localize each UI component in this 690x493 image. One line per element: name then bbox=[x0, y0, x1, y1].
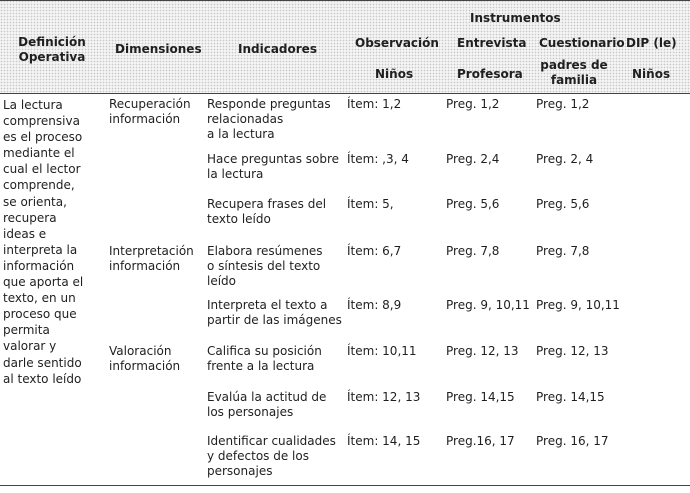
indicador-line: Evalúa la actitud de bbox=[207, 390, 327, 404]
cuestionario-cell: Preg. 7,8 bbox=[536, 244, 590, 258]
indicador-line: Elabora resúmenes bbox=[207, 244, 323, 258]
observacion-subheader: Niños bbox=[375, 67, 414, 81]
indicador-cell bbox=[207, 298, 342, 328]
observacion-cell: Ítem: 6,7 bbox=[347, 244, 402, 258]
cuestionario-subheader bbox=[537, 58, 611, 88]
indicador-line: o síntesis del texto bbox=[207, 259, 321, 273]
entrevista-cell: Preg. 1,2 bbox=[446, 97, 500, 111]
observacion-cell: Ítem: 8,9 bbox=[347, 298, 402, 312]
definicion-line: se orienta, bbox=[3, 194, 67, 209]
dimension-line: información bbox=[109, 259, 181, 273]
definicion-cell bbox=[3, 97, 83, 387]
definicion-line: La lectura bbox=[3, 98, 63, 112]
definicion-header-line: Operativa bbox=[18, 50, 86, 64]
observacion-header: Observación bbox=[355, 36, 439, 50]
definicion-line: es el proceso bbox=[3, 130, 83, 145]
dimension-recuperacion bbox=[109, 97, 191, 127]
dip-header: DIP (le) bbox=[626, 36, 677, 50]
entrevista-cell: Preg. 9, 10,11 bbox=[446, 298, 530, 312]
cuestionario-cell: Preg. 9, 10,11 bbox=[536, 298, 620, 312]
definicion-line: que aporta el bbox=[3, 275, 84, 290]
definicion-line: comprende, bbox=[3, 178, 75, 193]
observacion-cell: Ítem: 5, bbox=[347, 197, 394, 211]
indicador-cell bbox=[207, 244, 323, 289]
dimension-line: Valoración bbox=[109, 344, 172, 358]
indicador-line: texto leído bbox=[207, 212, 271, 226]
definicion-line: permita bbox=[3, 323, 50, 338]
definicion-line: texto, en un bbox=[3, 291, 76, 306]
indicador-line: personajes bbox=[207, 464, 273, 478]
indicador-line: los personajes bbox=[207, 405, 294, 419]
definicion-line: valorar y bbox=[3, 339, 57, 354]
entrevista-cell: Preg. 14,15 bbox=[446, 390, 515, 404]
indicador-cell bbox=[207, 390, 326, 420]
dimension-line: información bbox=[109, 359, 181, 373]
indicador-line: Hace preguntas sobre bbox=[207, 152, 340, 166]
indicadores-header: Indicadores bbox=[238, 42, 317, 56]
cuestionario-cell: Preg. 16, 17 bbox=[536, 434, 609, 448]
entrevista-cell: Preg. 12, 13 bbox=[446, 344, 519, 358]
indicador-line: Responde preguntas bbox=[207, 97, 331, 111]
definicion-header-line: Definición bbox=[18, 35, 86, 49]
observacion-cell: Ítem: ,3, 4 bbox=[347, 152, 409, 166]
indicador-line: partir de las imágenes bbox=[207, 313, 342, 327]
observacion-cell: Ítem: 1,2 bbox=[347, 97, 402, 111]
definicion-line: interpreta la bbox=[3, 242, 78, 257]
cuestionario-cell: Preg. 5,6 bbox=[536, 197, 590, 211]
cuestionario-subheader-line: padres de bbox=[540, 58, 608, 72]
indicador-line: y defectos de los bbox=[207, 449, 309, 463]
definicion-line: proceso que bbox=[3, 307, 77, 322]
dimension-interpretacion bbox=[109, 244, 194, 274]
indicador-cell bbox=[207, 434, 336, 479]
indicador-line: relacionadas bbox=[207, 112, 284, 126]
cuestionario-cell: Preg. 14,15 bbox=[536, 390, 605, 404]
cuestionario-subheader-line: familia bbox=[550, 73, 598, 87]
cuestionario-cell: Preg. 2, 4 bbox=[536, 152, 594, 166]
definicion-line: cual el lector bbox=[3, 162, 81, 177]
definicion-line: ideas e bbox=[3, 226, 47, 241]
definicion-line: mediante el bbox=[3, 146, 75, 161]
indicador-line: Identificar cualidades bbox=[207, 434, 336, 448]
observacion-cell: Ítem: 12, 13 bbox=[347, 390, 421, 404]
entrevista-subheader: Profesora bbox=[457, 67, 523, 81]
dip-subheader: Niños bbox=[632, 67, 671, 81]
entrevista-cell: Preg. 2,4 bbox=[446, 152, 500, 166]
indicador-line: la lectura bbox=[207, 167, 264, 181]
definicion-line: darle sentido bbox=[3, 355, 82, 370]
indicador-line: leído bbox=[207, 274, 237, 288]
dimension-line: Recuperación bbox=[109, 97, 191, 111]
definicion-header bbox=[6, 35, 98, 65]
instrumentos-group-header: Instrumentos bbox=[470, 11, 561, 25]
dimension-valoracion bbox=[109, 344, 180, 374]
observacion-cell: Ítem: 14, 15 bbox=[347, 434, 421, 448]
dimensiones-header: Dimensiones bbox=[115, 42, 202, 56]
indicador-line: Recupera frases del bbox=[207, 197, 327, 211]
top-rule bbox=[0, 0, 690, 1]
cuestionario-header: Cuestionario bbox=[539, 36, 625, 50]
entrevista-header: Entrevista bbox=[457, 36, 527, 50]
bottom-rule bbox=[0, 485, 690, 486]
definicion-line: comprensiva bbox=[3, 114, 80, 129]
cuestionario-cell: Preg. 12, 13 bbox=[536, 344, 609, 358]
definicion-line: información bbox=[3, 258, 75, 273]
indicador-cell bbox=[207, 152, 339, 182]
dimension-line: Interpretación bbox=[109, 244, 194, 258]
indicador-cell bbox=[207, 197, 326, 227]
indicador-line: Califica su posición bbox=[207, 344, 322, 358]
indicador-line: a la lectura bbox=[207, 127, 275, 141]
definicion-line: al texto leído bbox=[3, 371, 82, 386]
dimension-line: información bbox=[109, 112, 181, 126]
observacion-cell: Ítem: 10,11 bbox=[347, 344, 417, 358]
indicador-cell bbox=[207, 344, 322, 374]
indicador-line: Interpreta el texto a bbox=[207, 298, 328, 312]
header-rule bbox=[0, 93, 690, 94]
indicador-cell bbox=[207, 97, 331, 142]
cuestionario-cell: Preg. 1,2 bbox=[536, 97, 590, 111]
entrevista-cell: Preg. 7,8 bbox=[446, 244, 500, 258]
indicador-line: frente a la lectura bbox=[207, 359, 315, 373]
definicion-line: recupera bbox=[3, 210, 57, 225]
entrevista-cell: Preg.16, 17 bbox=[446, 434, 515, 448]
entrevista-cell: Preg. 5,6 bbox=[446, 197, 500, 211]
